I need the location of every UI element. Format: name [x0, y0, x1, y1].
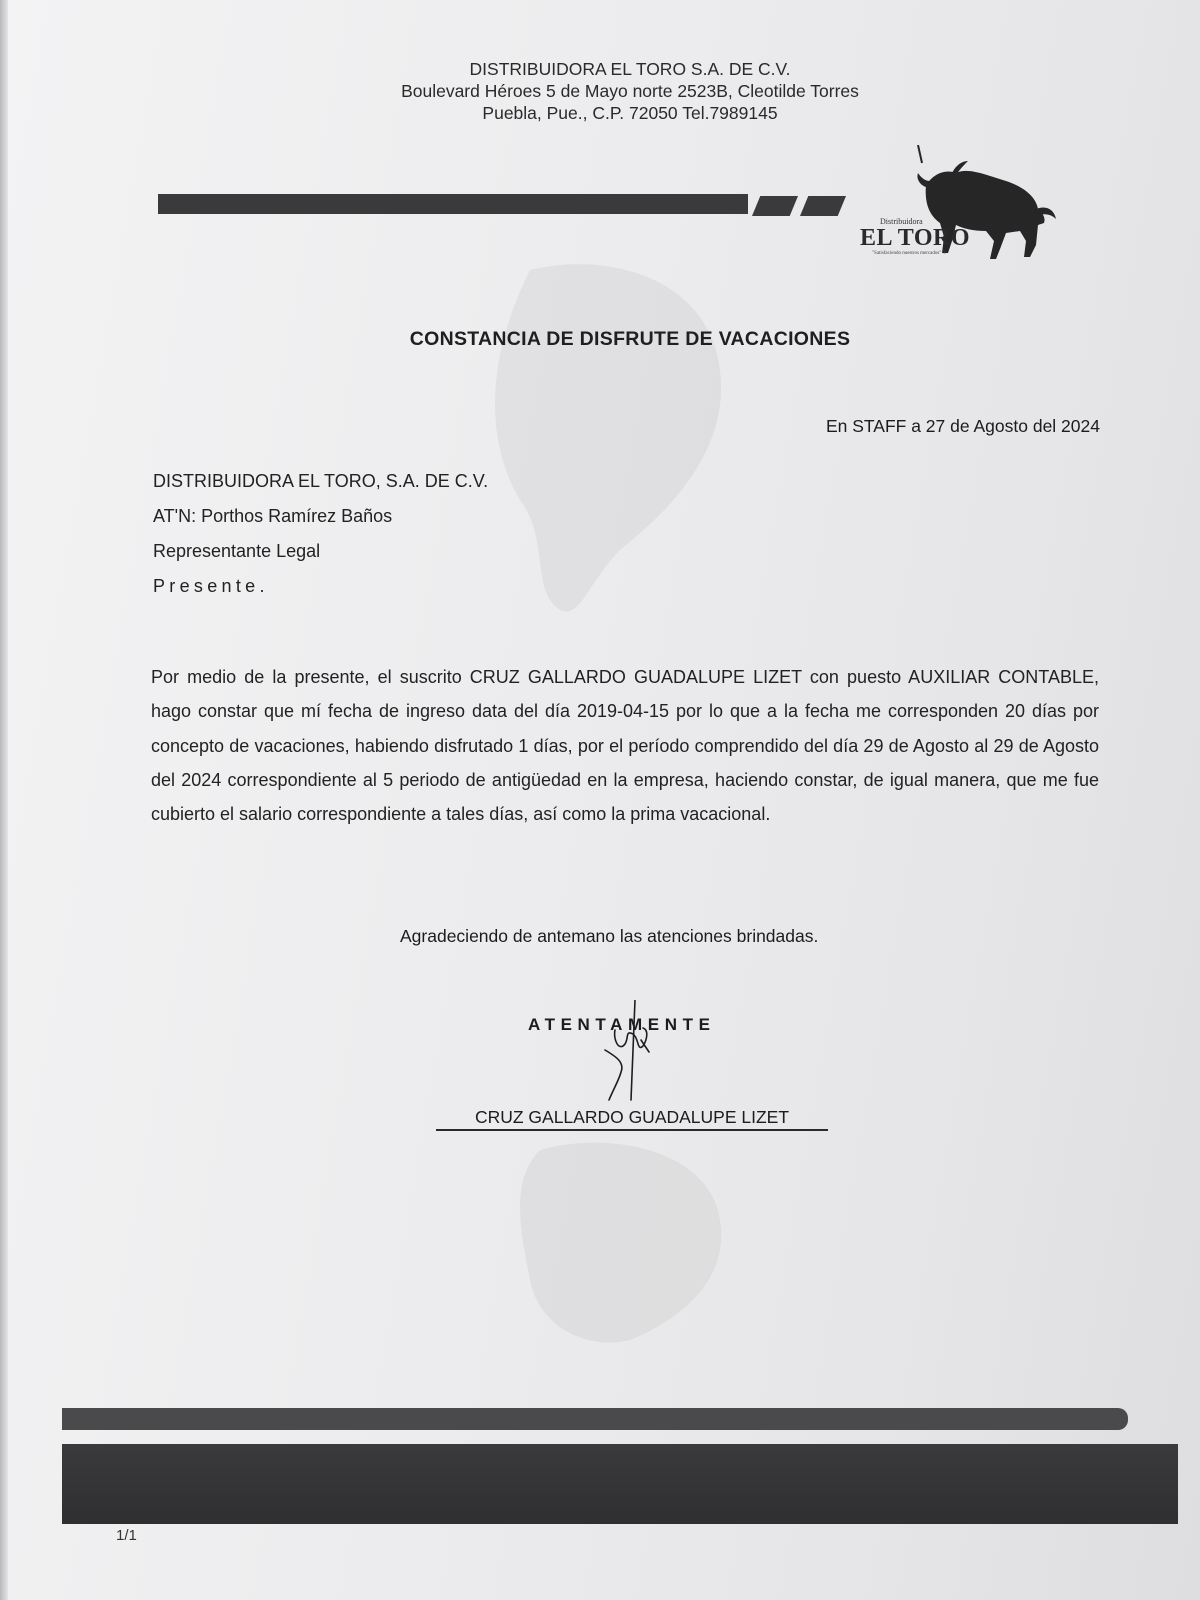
footer-band: [62, 1444, 1178, 1524]
recipient-role: Representante Legal: [153, 541, 321, 561]
signature-line: [436, 1129, 828, 1131]
signature-mark: [585, 1000, 675, 1105]
place-date: En STAFF a 27 de Agosto del 2024: [825, 416, 1100, 436]
body-paragraph: Por medio de la presente, el suscrito CRUZ GALLARDO GUADALUPE LIZET con puesto AUXILIAR CONTABLE, hago constar que mí fecha de ingreso data del día 2019-04-15 por lo que a la fecha me corresponden 20 días por concepto de vacaciones, habiendo disfrutado 1 días, por el período comprendido del día 29 de Agosto al 29 de Agosto del 2024 correspondiente al 5 periodo de antigüedad en la empresa, haciendo constar, de igual manera, que me fue cubierto el salario correspondiente a tales días, así como la prima vacacional.: [151, 667, 1099, 825]
watermark-lower: [500, 1130, 740, 1350]
footer-bar: [62, 1408, 1128, 1430]
company-address: Boulevard Héroes 5 de Mayo norte 2523B, Cleotilde Torres: [401, 81, 859, 101]
document-title: CONSTANCIA DE DISFRUTE DE VACACIONES: [409, 328, 851, 350]
closing-line: Agradeciendo de antemano las atenciones brindadas.: [400, 926, 819, 946]
logo-subtitle: Distribuidora: [880, 217, 923, 226]
company-city-phone: Puebla, Pue., C.P. 72050 Tel.7989145: [482, 103, 778, 123]
watermark: [470, 250, 770, 630]
header-bar: [158, 194, 748, 214]
atentamente-label: ATENTAMENTE: [528, 1015, 716, 1034]
logo-wordmark: EL TORO: [860, 225, 970, 251]
logo-tagline: "Satisfaciendo nuestros mercados" ®: [872, 251, 947, 256]
recipient-company: DISTRIBUIDORA EL TORO, S.A. DE C.V.: [153, 471, 489, 491]
signer-name: CRUZ GALLARDO GUADALUPE LIZET: [474, 1107, 790, 1127]
paper-edge: [0, 0, 8, 1600]
letterhead: [0, 58, 1200, 124]
company-name: DISTRIBUIDORA EL TORO S.A. DE C.V.: [469, 59, 791, 79]
recipient-attention: AT'N: Porthos Ramírez Baños: [153, 506, 393, 526]
page-number: 1/1: [116, 1527, 137, 1544]
recipient-presente: Presente.: [153, 576, 269, 596]
